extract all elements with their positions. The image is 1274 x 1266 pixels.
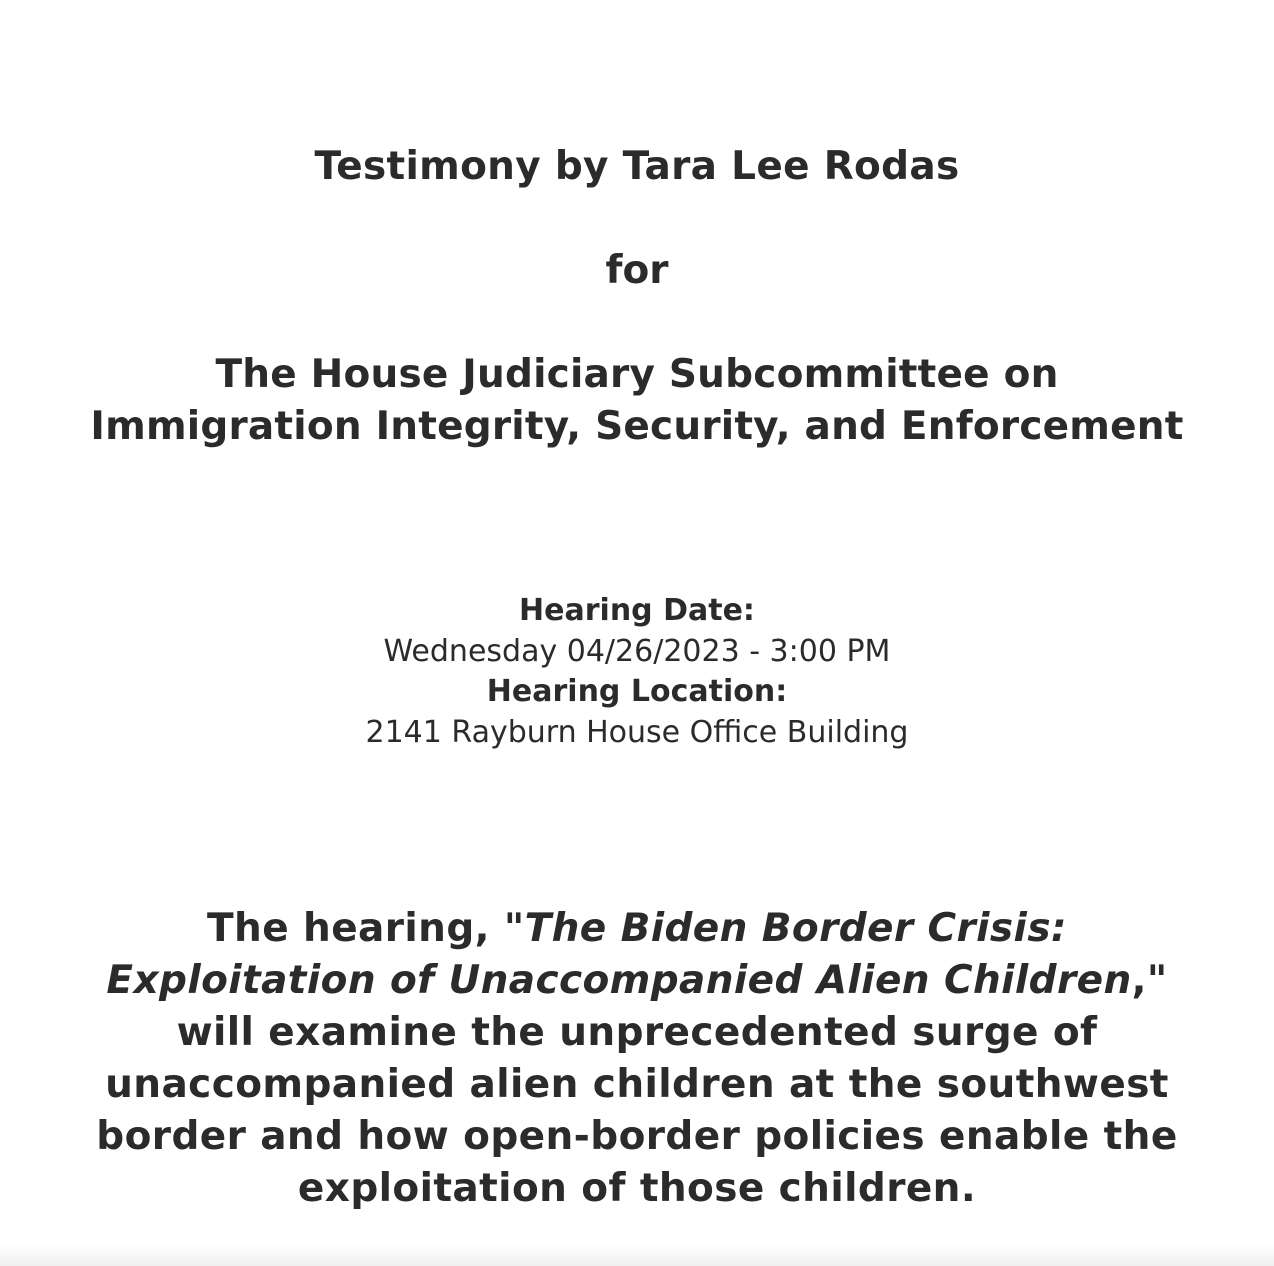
hearing-info <box>0 591 1274 753</box>
hearing-summary <box>80 903 1194 1215</box>
summary-line-4: unaccompanied alien children at the southwest <box>105 1062 1169 1107</box>
summary-line-5: border and how open-border policies enable the <box>96 1114 1178 1159</box>
committee-name <box>0 349 1274 453</box>
hearing-location-value: 2141 Rayburn House Office Building <box>365 714 909 750</box>
hearing-date-label: Hearing Date: <box>519 593 755 628</box>
summary-line-6: exploitation of those children. <box>297 1166 977 1211</box>
hearing-date-value: Wednesday 04/26/2023 - 3:00 PM <box>383 633 891 669</box>
bottom-shadow <box>0 1244 1274 1266</box>
document-title: Testimony by Tara Lee Rodas <box>314 144 960 189</box>
summary-title-part-2: Exploitation of Unaccompanied Alien Children <box>106 958 1132 1003</box>
summary-line-3: will examine the unprecedented surge of <box>176 1010 1098 1055</box>
for-text: for <box>605 248 669 293</box>
summary-intro: The hearing, " <box>207 906 525 951</box>
committee-line-2: Immigration Integrity, Security, and Enforcement <box>90 404 1184 449</box>
summary-line-1 <box>80 903 1194 955</box>
hearing-location-label: Hearing Location: <box>486 674 788 709</box>
summary-title-part-1: The Biden Border Crisis: <box>524 906 1067 951</box>
summary-title-close: ," <box>1131 958 1168 1003</box>
summary-line-2 <box>80 955 1194 1007</box>
committee-line-1: The House Judiciary Subcommittee on <box>215 352 1059 397</box>
